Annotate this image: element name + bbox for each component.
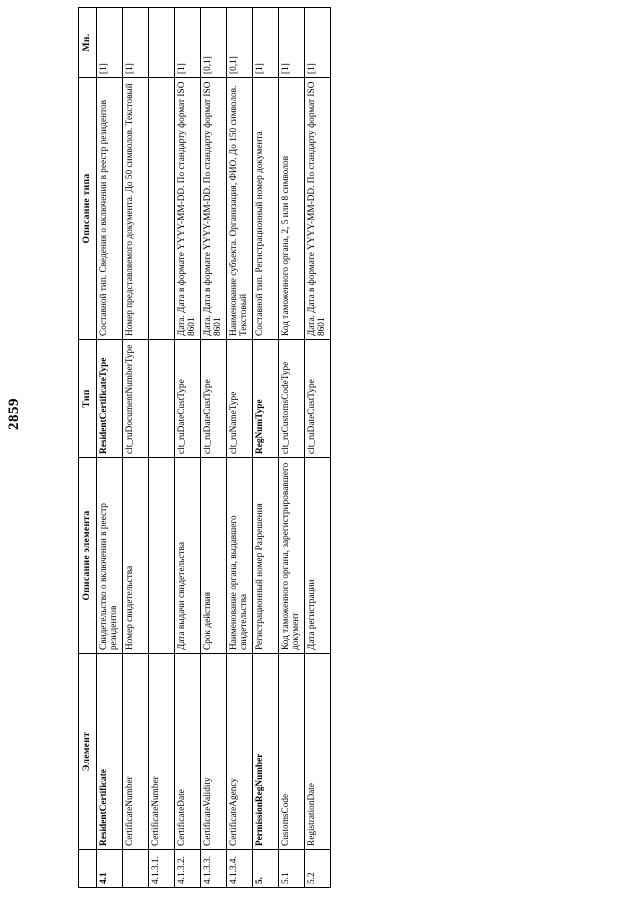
column-header-multiplicity: Мн. [79,8,97,78]
cell-element-description: Наименование органа, выдавшего свидетельства [226,458,252,654]
cell-multiplicity: [0,1] [226,8,252,78]
cell-type: RegNumType [252,340,278,458]
cell-element-description [148,458,174,654]
table-row [226,8,252,888]
cell-type-description: Дата. Дата в формате YYYY-MM-DD. По стандарту формат ISO 8601 [200,78,226,340]
cell-number: 5.2 [304,850,330,888]
table-row [304,8,330,888]
cell-number: 4.1.3.3. [200,850,226,888]
table-row [252,8,278,888]
column-header-number [79,850,97,888]
page-number: 2859 [6,398,22,430]
cell-element: PermissionRegNumber [252,654,278,850]
cell-type: clt_ruDocumentNumberType [122,340,148,458]
cell-element-description: Номер свидетельства [122,458,148,654]
cell-multiplicity [148,8,174,78]
table-row [122,8,148,888]
cell-element-description: Срок действия [200,458,226,654]
cell-type-description: Дата. Дата в формате YYYY-MM-DD. По стандарту формат ISO 8601 [304,78,330,340]
cell-number [122,850,148,888]
cell-number: 4.1.3.2. [174,850,200,888]
cell-type: clt_ruCustomsCodeType [278,340,304,458]
cell-element-description: Код таможенного органа, зарегистрировавшего документ [278,458,304,654]
table-row [96,8,122,888]
cell-multiplicity: [1] [252,8,278,78]
cell-number: 5.1 [278,850,304,888]
rotated-table-container [78,8,630,888]
cell-type-description: Наименование субъекта. Организация, ФИО. До 150 символов. Текстовый [226,78,252,340]
specification-table [78,7,331,888]
cell-type: clt_ruDateCustType [200,340,226,458]
cell-element-description: Дата регистрации [304,458,330,654]
cell-element: CertificateNumber [148,654,174,850]
cell-element: CertificateNumber [122,654,148,850]
table-row [148,8,174,888]
cell-element-description: Свидетельство о включении в реестр резидентов [96,458,122,654]
cell-number: 5. [252,850,278,888]
column-header-type-description: Описание типа [79,78,97,340]
table-row [278,8,304,888]
cell-element-description: Дата выдачи свидетельства [174,458,200,654]
table-body [96,8,330,888]
cell-element: CertificateDate [174,654,200,850]
cell-multiplicity: [0,1] [200,8,226,78]
cell-element: ResidentCertificate [96,654,122,850]
cell-number: 4.1.3.1. [148,850,174,888]
cell-element: RegistrationDate [304,654,330,850]
table-row [200,8,226,888]
column-header-element-description: Описание элемента [79,458,97,654]
cell-multiplicity: [1] [96,8,122,78]
cell-type: clt_ruDateCustType [174,340,200,458]
cell-type: clt_ruDateCustType [304,340,330,458]
cell-type [148,340,174,458]
column-header-element: Элемент [79,654,97,850]
cell-type-description: Дата. Дата в формате YYYY-MM-DD. По стандарту формат ISO 8601 [174,78,200,340]
cell-element-description: Регистрационный номер Разрешения [252,458,278,654]
table-header [79,8,97,888]
cell-element: CertificateAgency [226,654,252,850]
cell-type: ResidentCertificateType [96,340,122,458]
cell-type-description [148,78,174,340]
cell-element: CustomsCode [278,654,304,850]
table-row [174,8,200,888]
cell-number: 4.1 [96,850,122,888]
cell-number: 4.1.3.4. [226,850,252,888]
cell-multiplicity: [1] [122,8,148,78]
cell-element: CertificateValidity [200,654,226,850]
cell-multiplicity: [1] [174,8,200,78]
cell-multiplicity: [1] [278,8,304,78]
cell-type-description: Номер представляемого документа. До 50 символов. Текстовый [122,78,148,340]
cell-type-description: Код таможенного органа, 2, 5 или 8 символов [278,78,304,340]
cell-type-description: Составной тип. Сведения о включении в реестр резидентов [96,78,122,340]
cell-type: clt_ruNameType [226,340,252,458]
cell-multiplicity: [1] [304,8,330,78]
column-header-type: Тип [79,340,97,458]
cell-type-description: Составной тип. Регистрационный номер документа [252,78,278,340]
